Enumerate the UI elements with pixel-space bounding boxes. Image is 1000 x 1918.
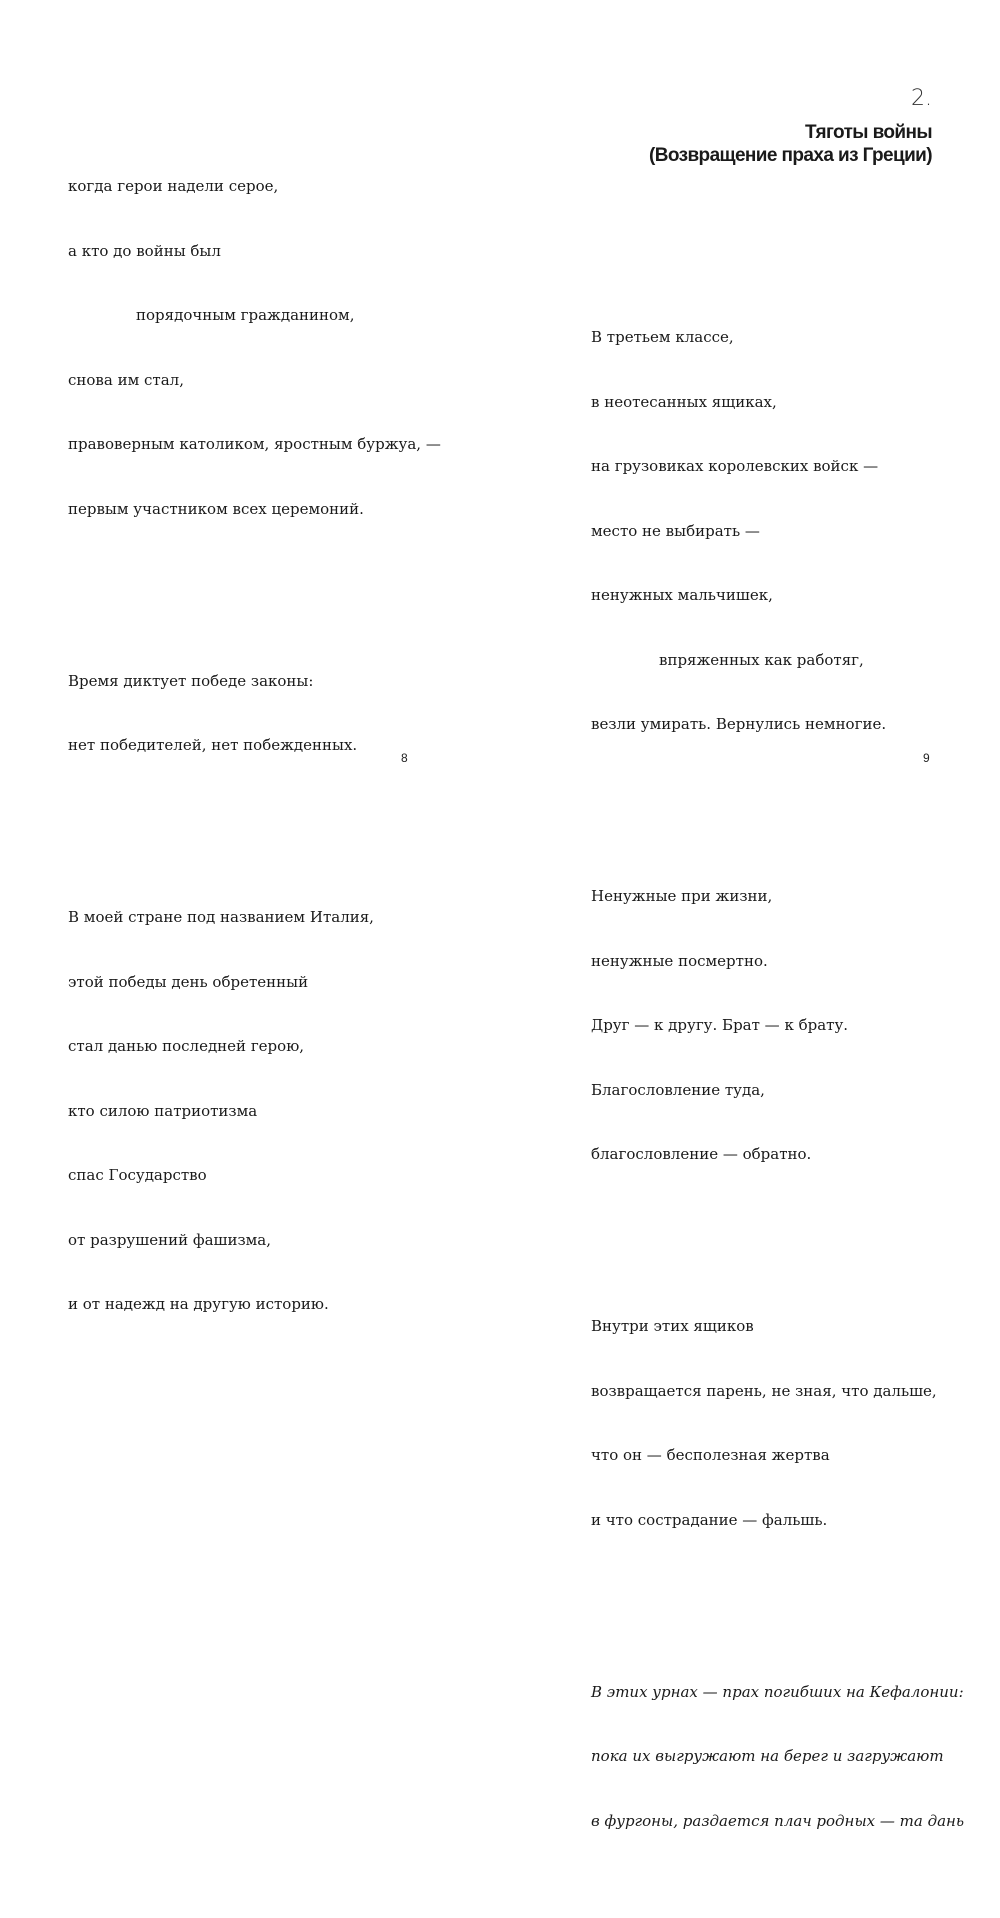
left-page: [0, 0, 500, 1313]
poem-line: везли умирать. Вернулись немногие.: [591, 715, 887, 733]
poem-line: В этих урнах — прах погибших на Кефалонии:: [591, 1682, 964, 1701]
poem-line: а кто до войны был: [68, 241, 221, 260]
chapter-subtitle-line: (Возвращение праха из Греции): [649, 145, 932, 166]
stanza: [68, 864, 441, 1359]
poem-line: возвращается парень, не зная, что дальше,: [591, 1381, 937, 1400]
poem-line: в фургоны, раздается плач родных — та дань: [591, 1811, 965, 1830]
poem-line: впряженных как работяг,: [659, 650, 864, 669]
poem-line: порядочным гражданином,: [136, 306, 355, 324]
poem-line: от разрушений фашизма,: [68, 1230, 272, 1249]
page-number: 8: [401, 751, 408, 765]
poem-line: этой победы день обретенный: [68, 972, 309, 991]
right-page: [500, 0, 1000, 1830]
poem-line: место не выбирать —: [591, 521, 760, 540]
poem-line: Благословление туда,: [591, 1080, 765, 1099]
poem-line: ненужных мальчишек,: [591, 586, 773, 604]
poem-line: ненужные посмертно.: [591, 951, 768, 970]
poem-text-right: [591, 241, 964, 1918]
poem-line: на грузовиках королевских войск —: [591, 457, 879, 475]
poem-line: Друг — к другу. Брат — к брату.: [591, 1016, 849, 1034]
stanza: [68, 628, 441, 800]
poem-line: Время диктует победе законы:: [68, 671, 314, 690]
stanza: [591, 843, 964, 1209]
poem-line: благословление — обратно.: [591, 1145, 812, 1163]
poem-line: В моей стране под названием Италия,: [68, 908, 374, 926]
stanza: [591, 1273, 964, 1574]
stanza-italic: [591, 1639, 964, 1876]
poem-line: и от надежд на другую историю.: [68, 1295, 329, 1313]
poem-line: кто силою патриотизма: [68, 1101, 258, 1120]
poem-line: нет победителей, нет побежденных.: [68, 736, 358, 754]
poem-line: спас Государство: [68, 1166, 207, 1184]
poem-line: В третьем классе,: [591, 328, 734, 346]
poem-line: Ненужные при жизни,: [591, 887, 773, 905]
chapter-title: [649, 121, 932, 167]
poem-line: когда герои надели серое,: [68, 177, 279, 195]
poem-text-left: [68, 90, 441, 1402]
poem-line: пока их выгружают на берег и загружают: [591, 1747, 944, 1765]
stanza: [591, 284, 964, 779]
poem-line: первым участником всех церемоний.: [68, 499, 364, 518]
chapter-number: 2.: [911, 86, 932, 111]
poem-line: что он — бесполезная жертва: [591, 1446, 830, 1464]
poem-line: в неотесанных ящиках,: [591, 392, 777, 411]
page-number: 9: [923, 751, 930, 765]
poem-line: стал данью последней герою,: [68, 1037, 305, 1055]
poem-line: Внутри этих ящиков: [591, 1317, 754, 1335]
poem-line: правоверным католиком, яростным буржуа, —: [68, 435, 441, 453]
stanza: [68, 133, 441, 563]
chapter-title-line: Тяготы войны: [804, 122, 932, 143]
poem-line: и что сострадание — фальшь.: [591, 1510, 828, 1529]
poem-line: снова им стал,: [68, 370, 184, 389]
